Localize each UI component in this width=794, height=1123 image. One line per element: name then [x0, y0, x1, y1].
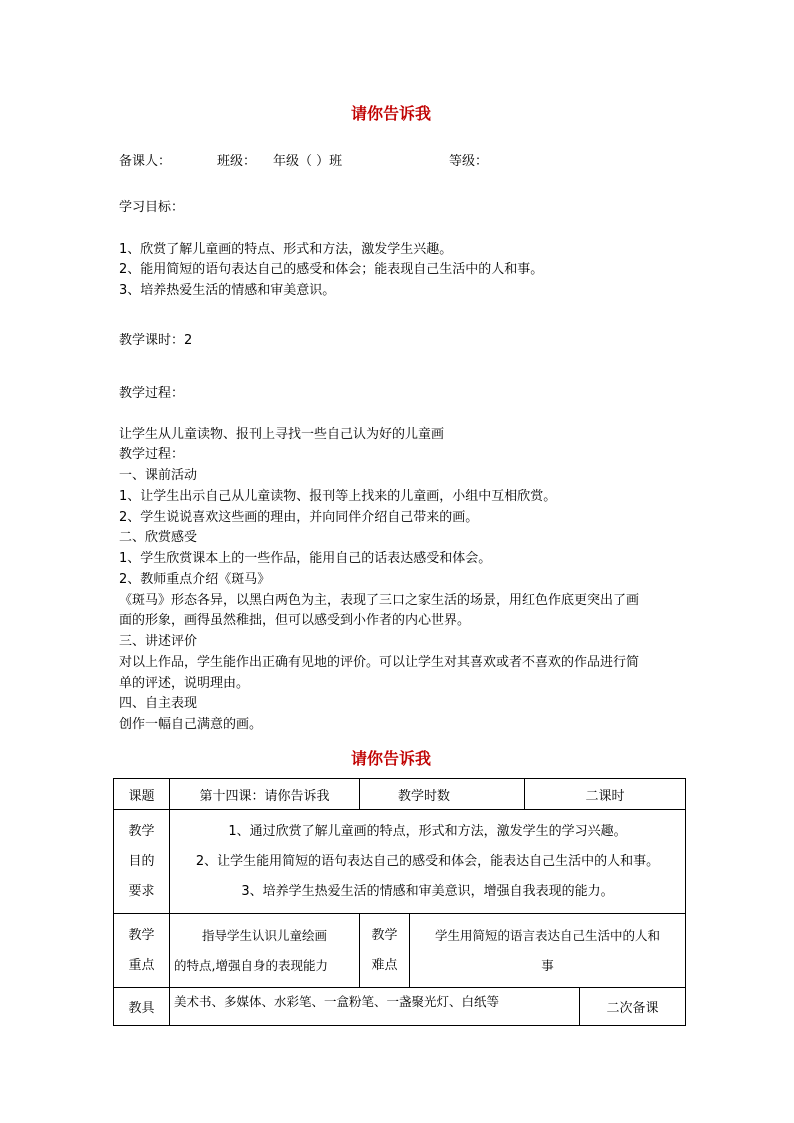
topic-value: 第十四课：请你告诉我 [170, 779, 360, 810]
body-line: 单的评述，说明理由。 [119, 676, 250, 691]
body-line: 二、欣赏感受 [119, 530, 198, 545]
objective-item: 1、欣赏了解儿童画的特点、形式和方法，激发学生兴趣。 [119, 242, 453, 257]
grade-label: 年级（ ）班 [273, 154, 343, 169]
goal-item: 2、让学生能用简短的语句表达自己的感受和体会，能表达自己生活中的人和事。 [195, 853, 660, 869]
body-line: 对以上作品，学生能作出正确有见地的评价。可以让学生对其喜欢或者不喜欢的作品进行简 [119, 655, 640, 670]
objective-item: 3、培养热爱生活的情感和审美意识。 [119, 283, 336, 298]
process-heading: 教学过程： [119, 386, 185, 401]
goal-label: 教学 目的 要求 [114, 810, 170, 914]
goal-item: 1、通过欣赏了解儿童画的特点，形式和方法，激发学生的学习兴趣。 [228, 823, 627, 839]
difficulty-points: 学生用简短的语言表达自己生活中的人和 事 [410, 914, 686, 988]
preparer-label: 备课人： [119, 154, 172, 169]
hours-label: 教学时数 [360, 779, 525, 810]
teaching-hours: 教学课时：2 [119, 333, 193, 348]
level-label: 等级： [449, 154, 489, 169]
objective-item: 2、能用简短的语句表达自己的感受和体会；能表现自己生活中的人和事。 [119, 262, 544, 277]
table-row [114, 810, 686, 914]
body-line: 四、自主表现 [119, 696, 198, 711]
objectives-heading: 学习目标： [119, 200, 185, 215]
body-line: 2、教师重点介绍《斑马》 [119, 572, 271, 587]
table-row [114, 988, 686, 1026]
body-line: 1、让学生出示自己从儿童读物、报刊等上找来的儿童画，小组中互相欣赏。 [119, 489, 557, 504]
body-line: 1、学生欣赏课本上的一些作品，能用自己的话表达感受和体会。 [119, 551, 492, 566]
goals-cell [170, 810, 686, 914]
class-label: 班级： [217, 154, 257, 169]
body-line: 《斑马》形态各异，以黑白两色为主，表现了三口之家生活的场景，用红色作底更突出了画 [119, 593, 640, 608]
body-line: 面的形象，画得虽然稚拙，但可以感受到小作者的内心世界。 [119, 613, 471, 628]
goal-item: 3、培养学生热爱生活的情感和审美意识，增强自我表现的能力。 [241, 883, 614, 899]
body-line: 教学过程： [119, 447, 185, 462]
table-title: 请你告诉我 [351, 749, 432, 768]
tools-label: 教具 [114, 988, 170, 1026]
body-line: 让学生从儿童读物、报刊上寻找一些自己认为好的儿童画 [119, 427, 445, 442]
body-line: 三、讲述评价 [119, 634, 198, 649]
hours-value: 二课时 [525, 779, 686, 810]
key-label: 教学 重点 [114, 914, 170, 988]
tools-value: 美术书、多媒体、水彩笔、一盒粉笔、一盏聚光灯、白纸等 [170, 988, 580, 1026]
lesson-plan-table [113, 778, 686, 1026]
page-title: 请你告诉我 [351, 104, 432, 123]
difficulty-label: 教学 难点 [360, 914, 410, 988]
body-line: 一、课前活动 [119, 468, 198, 483]
second-prep-label: 二次备课 [580, 988, 686, 1026]
table-row [114, 779, 686, 810]
body-line: 2、学生说说喜欢这些画的理由，并向同伴介绍自己带来的画。 [119, 510, 479, 525]
key-points: 指导学生认识儿童绘画 的特点,增强自身的表现能力 [170, 914, 360, 988]
table-row [114, 914, 686, 988]
topic-label: 课题 [114, 779, 170, 810]
body-line: 创作一幅自己满意的画。 [119, 717, 263, 732]
